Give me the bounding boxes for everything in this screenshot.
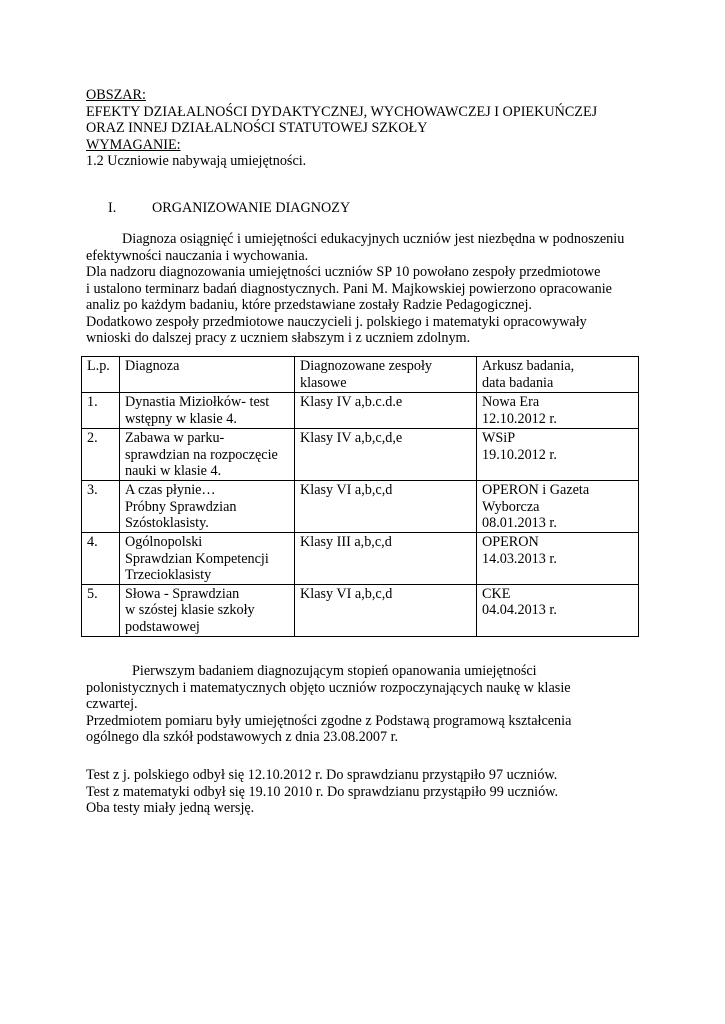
- cell-arkusz: WSiP 19.10.2012 r.: [477, 429, 639, 481]
- table-row: [82, 533, 639, 585]
- wymaganie-label: WYMAGANIE:: [86, 136, 181, 153]
- obszar-label: OBSZAR:: [86, 87, 146, 103]
- paragraph-line: Test z j. polskiego odbył się 12.10.2012 r. Do sprawdzianu przystąpiło 97 uczniów.: [86, 767, 558, 783]
- cell-lp: 2.: [82, 429, 120, 481]
- paragraph-line: Dodatkowo zespoły przedmiotowe nauczycieli j. polskiego i matematyki opracowywały: [86, 313, 587, 330]
- analysis-paragraph: [86, 663, 571, 746]
- paragraph-line: Dla nadzoru diagnozowania umiejętności uczniów SP 10 powołano zespoły przedmiotowe: [86, 264, 601, 280]
- wymaganie-text: 1.2 Uczniowie nabywają umiejętności.: [86, 153, 307, 169]
- diagnosis-table: [81, 356, 639, 637]
- section-heading: [108, 200, 350, 217]
- header-diagnoza: Diagnoza: [120, 357, 295, 393]
- cell-diagnoza: Słowa - Sprawdzian w szóstej klasie szkoły podstawowej: [120, 584, 295, 636]
- cell-arkusz: OPERON i Gazeta Wyborcza 08.01.2013 r.: [477, 481, 639, 533]
- paragraph-line: polonistycznych i matematycznych objęto uczniów rozpoczynających naukę w klasie: [86, 679, 571, 696]
- paragraph-line: wnioski do dalszej pracy z uczniem słabszym i z uczniem zdolnym.: [86, 330, 471, 346]
- paragraph-line: Diagnoza osiągnięć i umiejętności edukacyjnych uczniów jest niezbędna w podnoszeniu: [122, 231, 625, 247]
- paragraph-line: analiz po każdym badaniu, które przedstawiane zostały Radzie Pedagogicznej.: [86, 297, 532, 313]
- obszar-line-2: ORAZ INNEJ DZIAŁALNOŚCI STATUTOWEJ SZKOŁY: [86, 120, 428, 136]
- obszar-line-1: EFEKTY DZIAŁALNOŚCI DYDAKTYCZNEJ, WYCHOWAWCZEJ I OPIEKUŃCZEJ: [86, 103, 598, 120]
- cell-arkusz: OPERON 14.03.2013 r.: [477, 533, 639, 585]
- cell-klasy: Klasy IV a,b,c,d,e: [295, 429, 477, 481]
- intro-paragraph: [86, 231, 624, 347]
- paragraph-line: Oba testy miały jedną wersję.: [86, 800, 255, 816]
- tests-paragraph: [86, 767, 558, 817]
- cell-diagnoza: Dynastia Miziołków- test wstępny w klasie 4.: [120, 393, 295, 429]
- header-lp: L.p.: [82, 357, 120, 393]
- cell-arkusz: Nowa Era 12.10.2012 r.: [477, 393, 639, 429]
- table-row: [82, 393, 639, 429]
- cell-lp: 3.: [82, 481, 120, 533]
- paragraph-line: i ustalono terminarz badań diagnostycznych. Pani M. Majkowskiej powierzono opracowanie: [86, 280, 612, 297]
- cell-klasy: Klasy VI a,b,c,d: [295, 481, 477, 533]
- cell-klasy: Klasy IV a,b.c.d.e: [295, 393, 477, 429]
- paragraph-line: ogólnego dla szkół podstawowych z dnia 23.08.2007 r.: [86, 729, 399, 745]
- table-row: [82, 429, 639, 481]
- cell-diagnoza: A czas płynie… Próbny Sprawdzian Szóstoklasisty.: [120, 481, 295, 533]
- cell-klasy: Klasy VI a,b,c,d: [295, 584, 477, 636]
- section-number: I.: [108, 200, 117, 216]
- paragraph-line: Pierwszym badaniem diagnozującym stopień opanowania umiejętności: [132, 663, 537, 679]
- header-zespoly: Diagnozowane zespoły klasowe: [295, 357, 477, 393]
- header-arkusz: Arkusz badania, data badania: [477, 357, 639, 393]
- cell-diagnoza: Zabawa w parku- sprawdzian na rozpoczęcie nauki w klasie 4.: [120, 429, 295, 481]
- table-row: [82, 584, 639, 636]
- cell-diagnoza: Ogólnopolski Sprawdzian Kompetencji Trzecioklasisty: [120, 533, 295, 585]
- cell-lp: 5.: [82, 584, 120, 636]
- cell-klasy: Klasy III a,b,c,d: [295, 533, 477, 585]
- paragraph-line: czwartej.: [86, 696, 138, 712]
- paragraph-line: Test z matematyki odbył się 19.10 2010 r. Do sprawdzianu przystąpiło 99 uczniów.: [86, 783, 559, 800]
- table-row: [82, 481, 639, 533]
- header-block: [86, 87, 597, 170]
- cell-arkusz: CKE 04.04.2013 r.: [477, 584, 639, 636]
- cell-lp: 1.: [82, 393, 120, 429]
- section-title: ORGANIZOWANIE DIAGNOZY: [152, 200, 351, 216]
- paragraph-line: efektywności nauczania i wychowania.: [86, 247, 309, 264]
- table-header-row: [82, 357, 639, 393]
- paragraph-line: Przedmiotem pomiaru były umiejętności zgodne z Podstawą programową kształcenia: [86, 712, 572, 729]
- cell-lp: 4.: [82, 533, 120, 585]
